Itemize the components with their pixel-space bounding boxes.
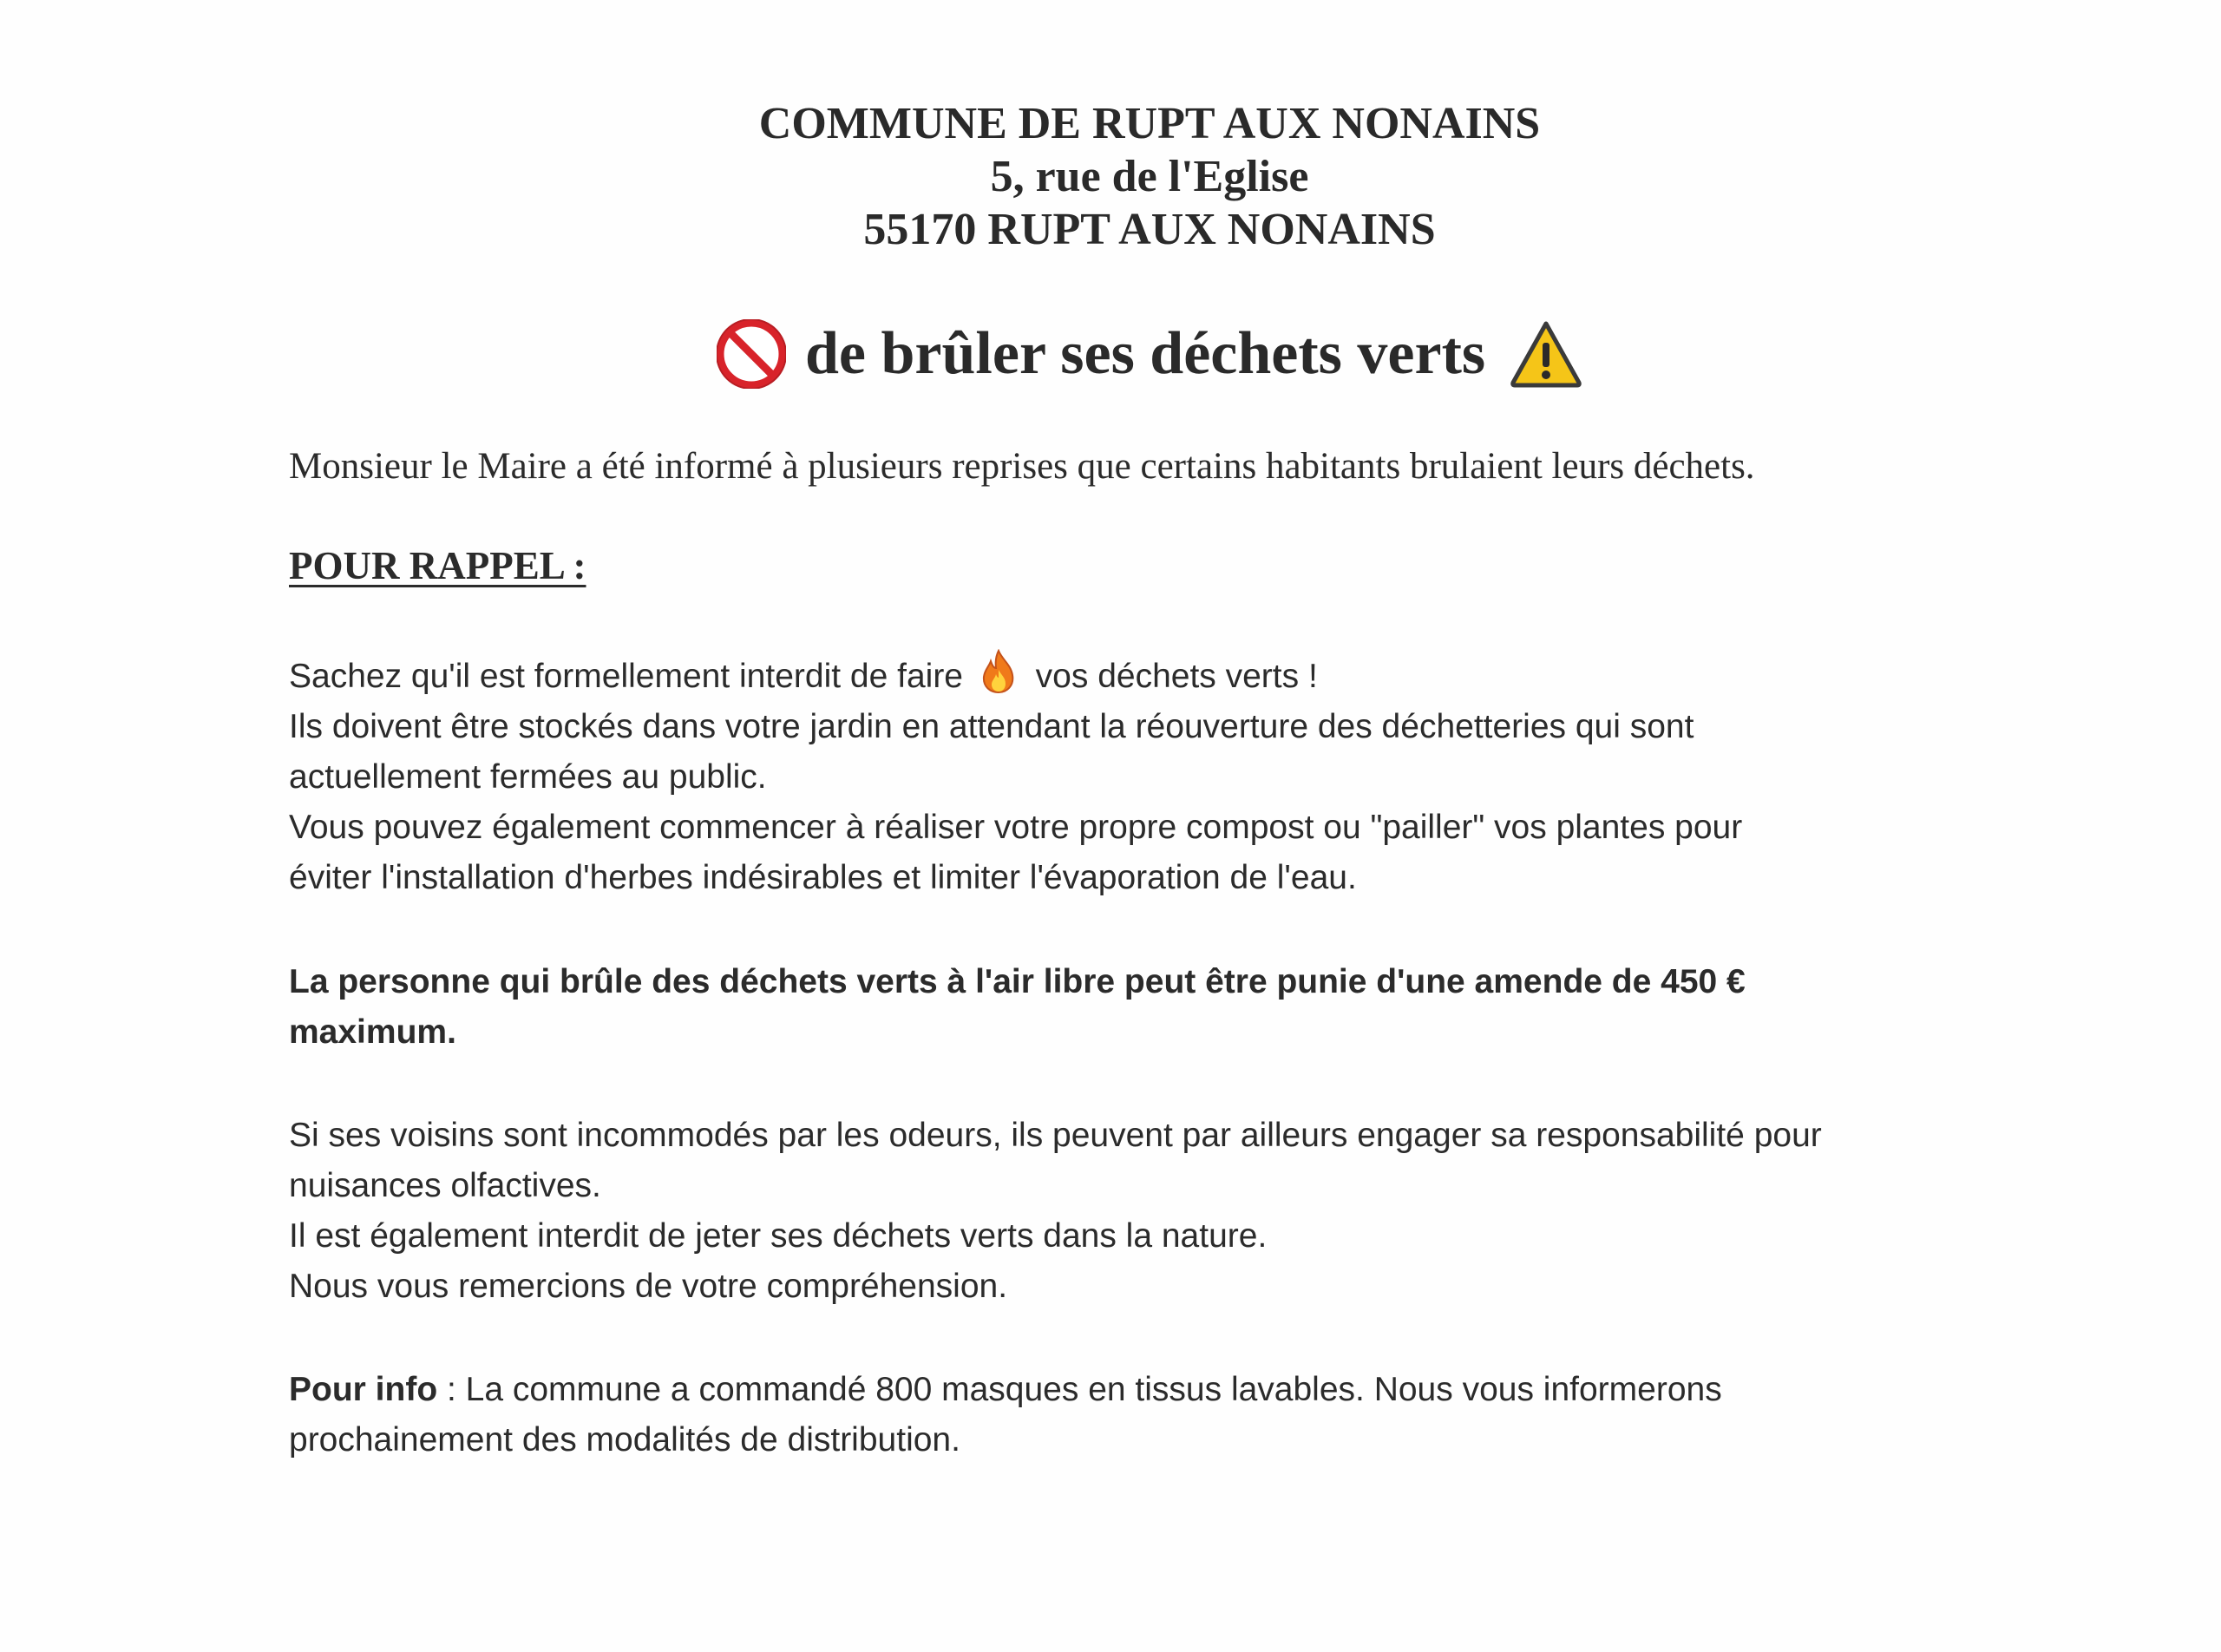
reminder-line-2: Ils doivent être stockés dans votre jardin en attendant la réouverture des déchetteries qui sont	[289, 708, 1694, 745]
info-label: Pour info	[289, 1371, 438, 1408]
notice-title	[717, 312, 1582, 396]
neighbors-line-2: nuisances olfactives.	[289, 1167, 601, 1204]
commune-name: COMMUNE DE RUPT AUX NONAINS	[758, 99, 1541, 148]
neighbors-line-1: Si ses voisins sont incommodés par les odeurs, ils peuvent par ailleurs engager sa responsabilité pour	[289, 1117, 1822, 1154]
commune-street: 5, rue de l'Eglise	[990, 152, 1309, 201]
commune-city: 55170 RUPT AUX NONAINS	[863, 205, 1436, 254]
title-text: de brûler ses déchets verts	[805, 320, 1486, 387]
penalty-line-2: maximum.	[289, 1013, 456, 1051]
prohibited-icon	[717, 319, 786, 389]
commune-header	[0, 97, 2221, 256]
neighbors-line-3: Il est également interdit de jeter ses déchets verts dans la nature.	[289, 1217, 1268, 1255]
info-line-1: Pour info : La commune a commandé 800 masques en tissus lavables. Nous vous informerons	[289, 1371, 1722, 1408]
rappel-heading: POUR RAPPEL :	[289, 544, 586, 587]
warning-icon	[1510, 320, 1582, 388]
info-paragraph	[289, 1365, 1722, 1465]
paragraph-neighbors	[289, 1111, 1822, 1312]
intro-text: Monsieur le Maire a été informé à plusieurs reprises que certains habitants brulaient leurs déchets.	[289, 446, 1755, 487]
fire-icon	[979, 649, 1018, 694]
penalty-paragraph	[289, 957, 1746, 1058]
reminder-line-5: éviter l'installation d'herbes indésirables et limiter l'évaporation de l'eau.	[289, 859, 1357, 896]
penalty-line-1: La personne qui brûle des déchets verts à l'air libre peut être punie d'une amende de 450 €	[289, 963, 1746, 1000]
info-line-2: prochainement des modalités de distribution.	[289, 1421, 960, 1459]
paragraph-reminder	[289, 649, 1742, 903]
reminder-line-4: Vous pouvez également commencer à réaliser votre propre compost ou "pailler" vos plantes pour	[289, 809, 1743, 846]
neighbors-line-4: Nous vous remercions de votre compréhension.	[289, 1268, 1008, 1305]
reminder-line-3: actuellement fermées au public.	[289, 758, 767, 796]
reminder-line-1: Sachez qu'il est formellement interdit de faire vos déchets verts !	[289, 649, 1742, 702]
